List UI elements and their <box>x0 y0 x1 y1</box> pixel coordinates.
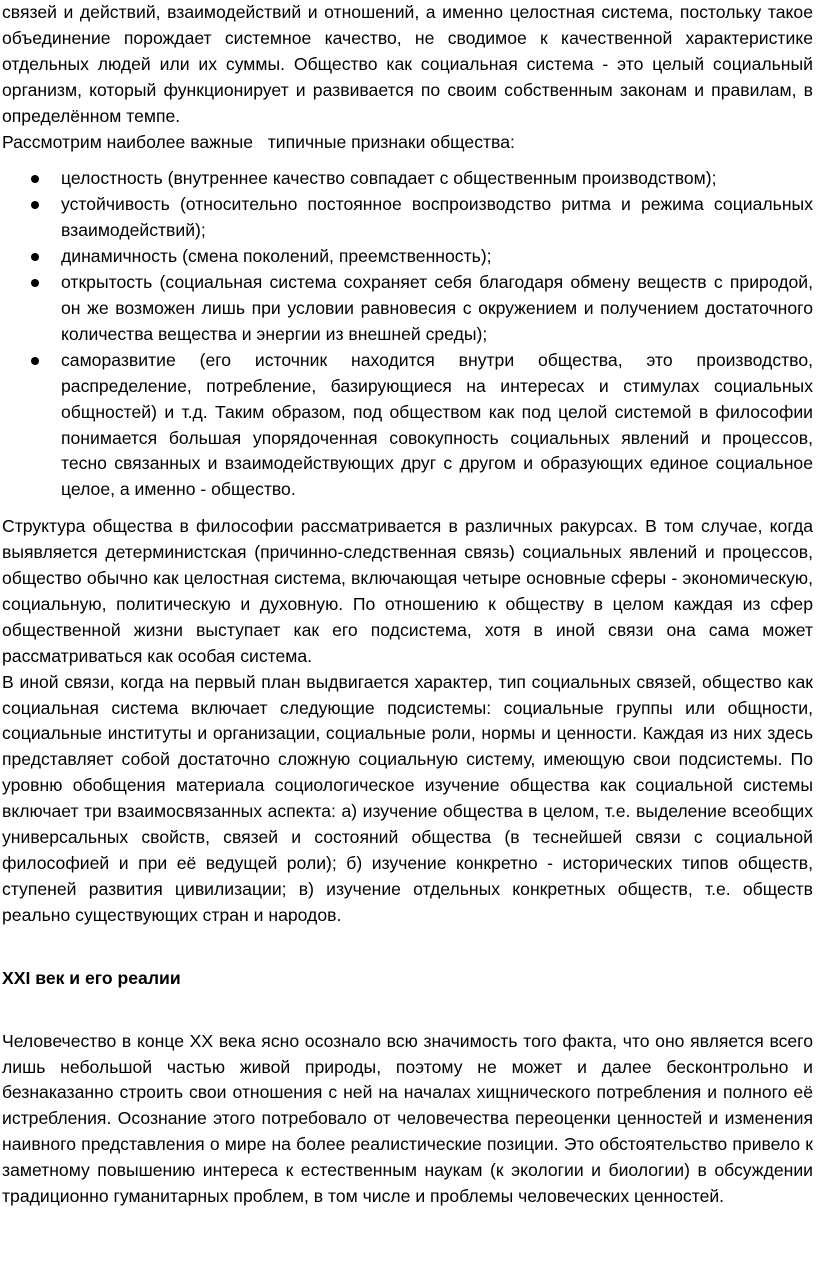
list-item <box>61 348 813 503</box>
bullet-icon <box>31 192 40 218</box>
bullet-icon <box>31 166 40 192</box>
list-item <box>61 270 813 348</box>
feature-text: открытость (социальная система сохраняет себя благодаря обмену веществ с природой, он же возможен лишь при условии равновесия с окружением и получением достаточного количества вещества и энергии из внешней среды); <box>61 272 813 344</box>
list-item <box>61 244 813 270</box>
feature-text: динамичность (смена поколений, преемственность); <box>61 246 492 267</box>
features-list <box>2 166 813 503</box>
list-item <box>61 192 813 244</box>
section-heading: XXI век и его реалии <box>2 967 181 988</box>
feature-text: саморазвитие (его источник находится внутри общества, это производство, распределение, потребление, базирующиеся на интересах и стимулах социальных общностей) и т.д. Таким образом, под обществом как под целой системой в философии понимается большая упорядоченная совокупность социальных явлений и процессов, тесно связанных и взаимодействующих друг с другом и образующих единое социальное целое, а именно - общество. <box>61 349 813 500</box>
century-paragraph: Человечество в конце XX века ясно осознало всю значимость того факта, что оно является всего лишь небольшой частью живой природы, поэтому не может и далее бесконтрольно и безнаказанно строить свои отношения с ней на началах хищнического потребления и полного её истребления. Осознание этого потребовало от человечества переоценки ценностей и изменения наивного представления о мире на более реалистические позиции. Это обстоятельство привело к заметному повышению интереса к естественным наукам (к экологии и биологии) в обсуждении традиционно гуманитарных проблем, в том числе и проблемы человеческих ценностей. <box>2 1030 813 1207</box>
structure-paragraph-a: Структура общества в философии рассматривается в различных ракурсах. В том случае, когда выявляется детерминистская (причинно-следственная связь) социальных явлений и процессов, общество обычно как целостная система, включающая четыре основные сферы - экономическую, социальную, политическую и духовную. По отношению к обществу в целом каждая из сфер общественной жизни выступает как его подсистема, хотя в иной связи она сама может рассматриваться как особая система. <box>2 516 813 666</box>
structure-paragraph-b: В иной связи, когда на первый план выдвигается характер, тип социальных связей, общество как социальная система включает следующие подсистемы: социальные группы или общности, социальные институты и организации, социальные роли, нормы и ценности. Каждая из них здесь представляет собой достаточно сложную социальную систему, имеющую свои подсистемы. По уровню обобщения материала социологическое изучение общества как социальной системы включает три взаимосвязанных аспекта: а) изучение общества в целом, т.е. выделение всеобщих универсальных свойств, связей и состояний общества (в теснейшей связи с социальной философией и при её ведущей роли); б) изучение конкретно - исторических типов обществ, ступеней развития цивилизации; в) изучение отдельных конкретных обществ, т.е. обществ реально существующих стран и народов. <box>2 671 813 925</box>
bullet-icon <box>31 270 40 296</box>
feature-text: целостность (внутреннее качество совпадает с общественным производством); <box>61 168 717 189</box>
feature-text: устойчивость (относительно постоянное воспроизводство ритма и режима социальных взаимодействий); <box>61 194 813 241</box>
bullet-icon <box>31 348 40 374</box>
bullet-icon <box>31 244 40 270</box>
list-item <box>61 166 813 192</box>
society-system-paragraph: связей и действий, взаимодействий и отношений, а именно целостная система, постольку такое объединение порождает системное качество, не сводимое к качественной характеристике отдельных людей или их суммы. Общество как социальная система - это целый социальный организм, который функционирует и развивается по своим собственным законам и правилам, в определённом темпе. <box>2 2 813 126</box>
features-intro: Рассмотрим наиболее важные типичные признаки общества: <box>2 131 515 152</box>
